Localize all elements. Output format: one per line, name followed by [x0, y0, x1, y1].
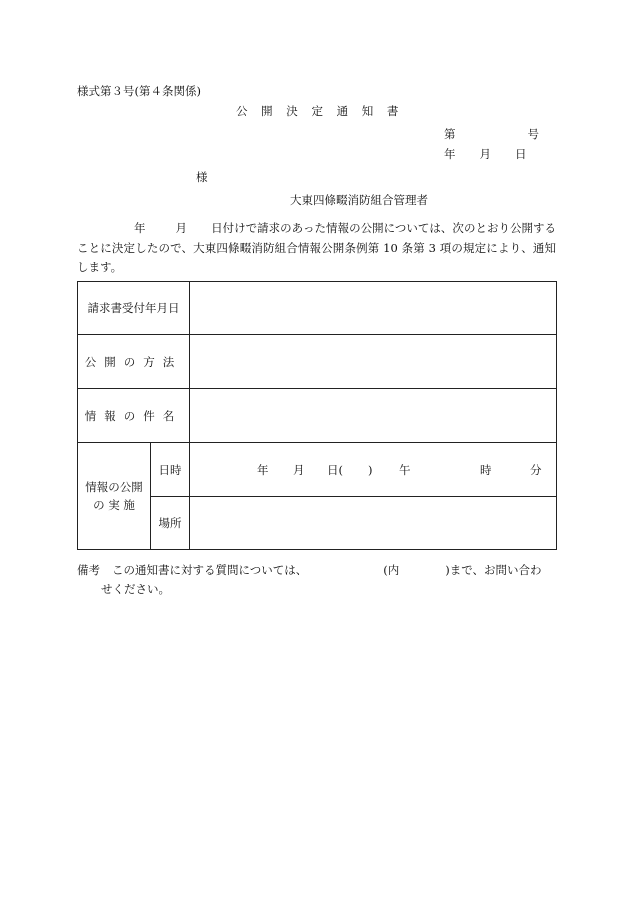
table-row	[78, 282, 557, 335]
date-year: 年	[444, 147, 456, 161]
table-row	[78, 443, 557, 497]
table-row	[78, 335, 557, 389]
dt-hour: 時	[480, 462, 492, 477]
number-prefix: 第	[444, 127, 456, 141]
request-date-value[interactable]	[190, 282, 557, 335]
place-label: 場所	[151, 497, 190, 550]
datetime-label: 日時	[151, 443, 190, 497]
title-value[interactable]	[190, 389, 557, 443]
body-text: 日付けで請求のあった情報の公開については、次のとおり公開することに決定したので、大東四條畷消防組合情報公開条例第 10 条第 3 項の規定により、通知します。	[77, 221, 557, 274]
remarks	[77, 561, 557, 599]
dt-month: 月	[293, 462, 305, 477]
dt-ampm: 午	[399, 462, 411, 477]
issuer-name: 大東四條畷消防組合管理者	[290, 193, 428, 207]
remarks-text-2: (内	[383, 563, 400, 577]
addressee: 様	[196, 170, 208, 184]
document-number	[444, 129, 539, 141]
place-value[interactable]	[190, 497, 557, 550]
dt-day: 日(	[327, 462, 343, 477]
method-value[interactable]	[190, 335, 557, 389]
dt-close: )	[368, 462, 373, 477]
number-suffix: 号	[527, 127, 539, 141]
method-label: 公開の方法	[78, 335, 190, 389]
body-year: 年	[134, 221, 146, 235]
notice-table	[77, 281, 557, 550]
title-label: 情報の件名	[78, 389, 190, 443]
date-day: 日	[515, 147, 527, 161]
form-number: 様式第３号(第４条関係)	[77, 84, 201, 98]
remarks-text-1: この通知書に対する質問については、	[112, 563, 308, 577]
date-month: 月	[479, 147, 491, 161]
remarks-text-3: )まで、お問い合わ	[445, 563, 542, 577]
remarks-text-4: せください。	[101, 582, 170, 596]
notice-body	[77, 219, 556, 278]
dt-year: 年	[257, 462, 269, 477]
body-month: 月	[175, 221, 188, 235]
implementation-label: 情報の公開の 実 施	[78, 443, 151, 550]
table-row	[78, 389, 557, 443]
dt-minute: 分	[530, 462, 542, 477]
document-title: 公 開 決 定 通 知 書	[236, 104, 401, 118]
remarks-label: 備考	[77, 563, 100, 577]
issue-date	[444, 149, 527, 161]
datetime-value[interactable]	[190, 443, 557, 497]
request-date-label: 請求書受付年月日	[78, 282, 190, 335]
